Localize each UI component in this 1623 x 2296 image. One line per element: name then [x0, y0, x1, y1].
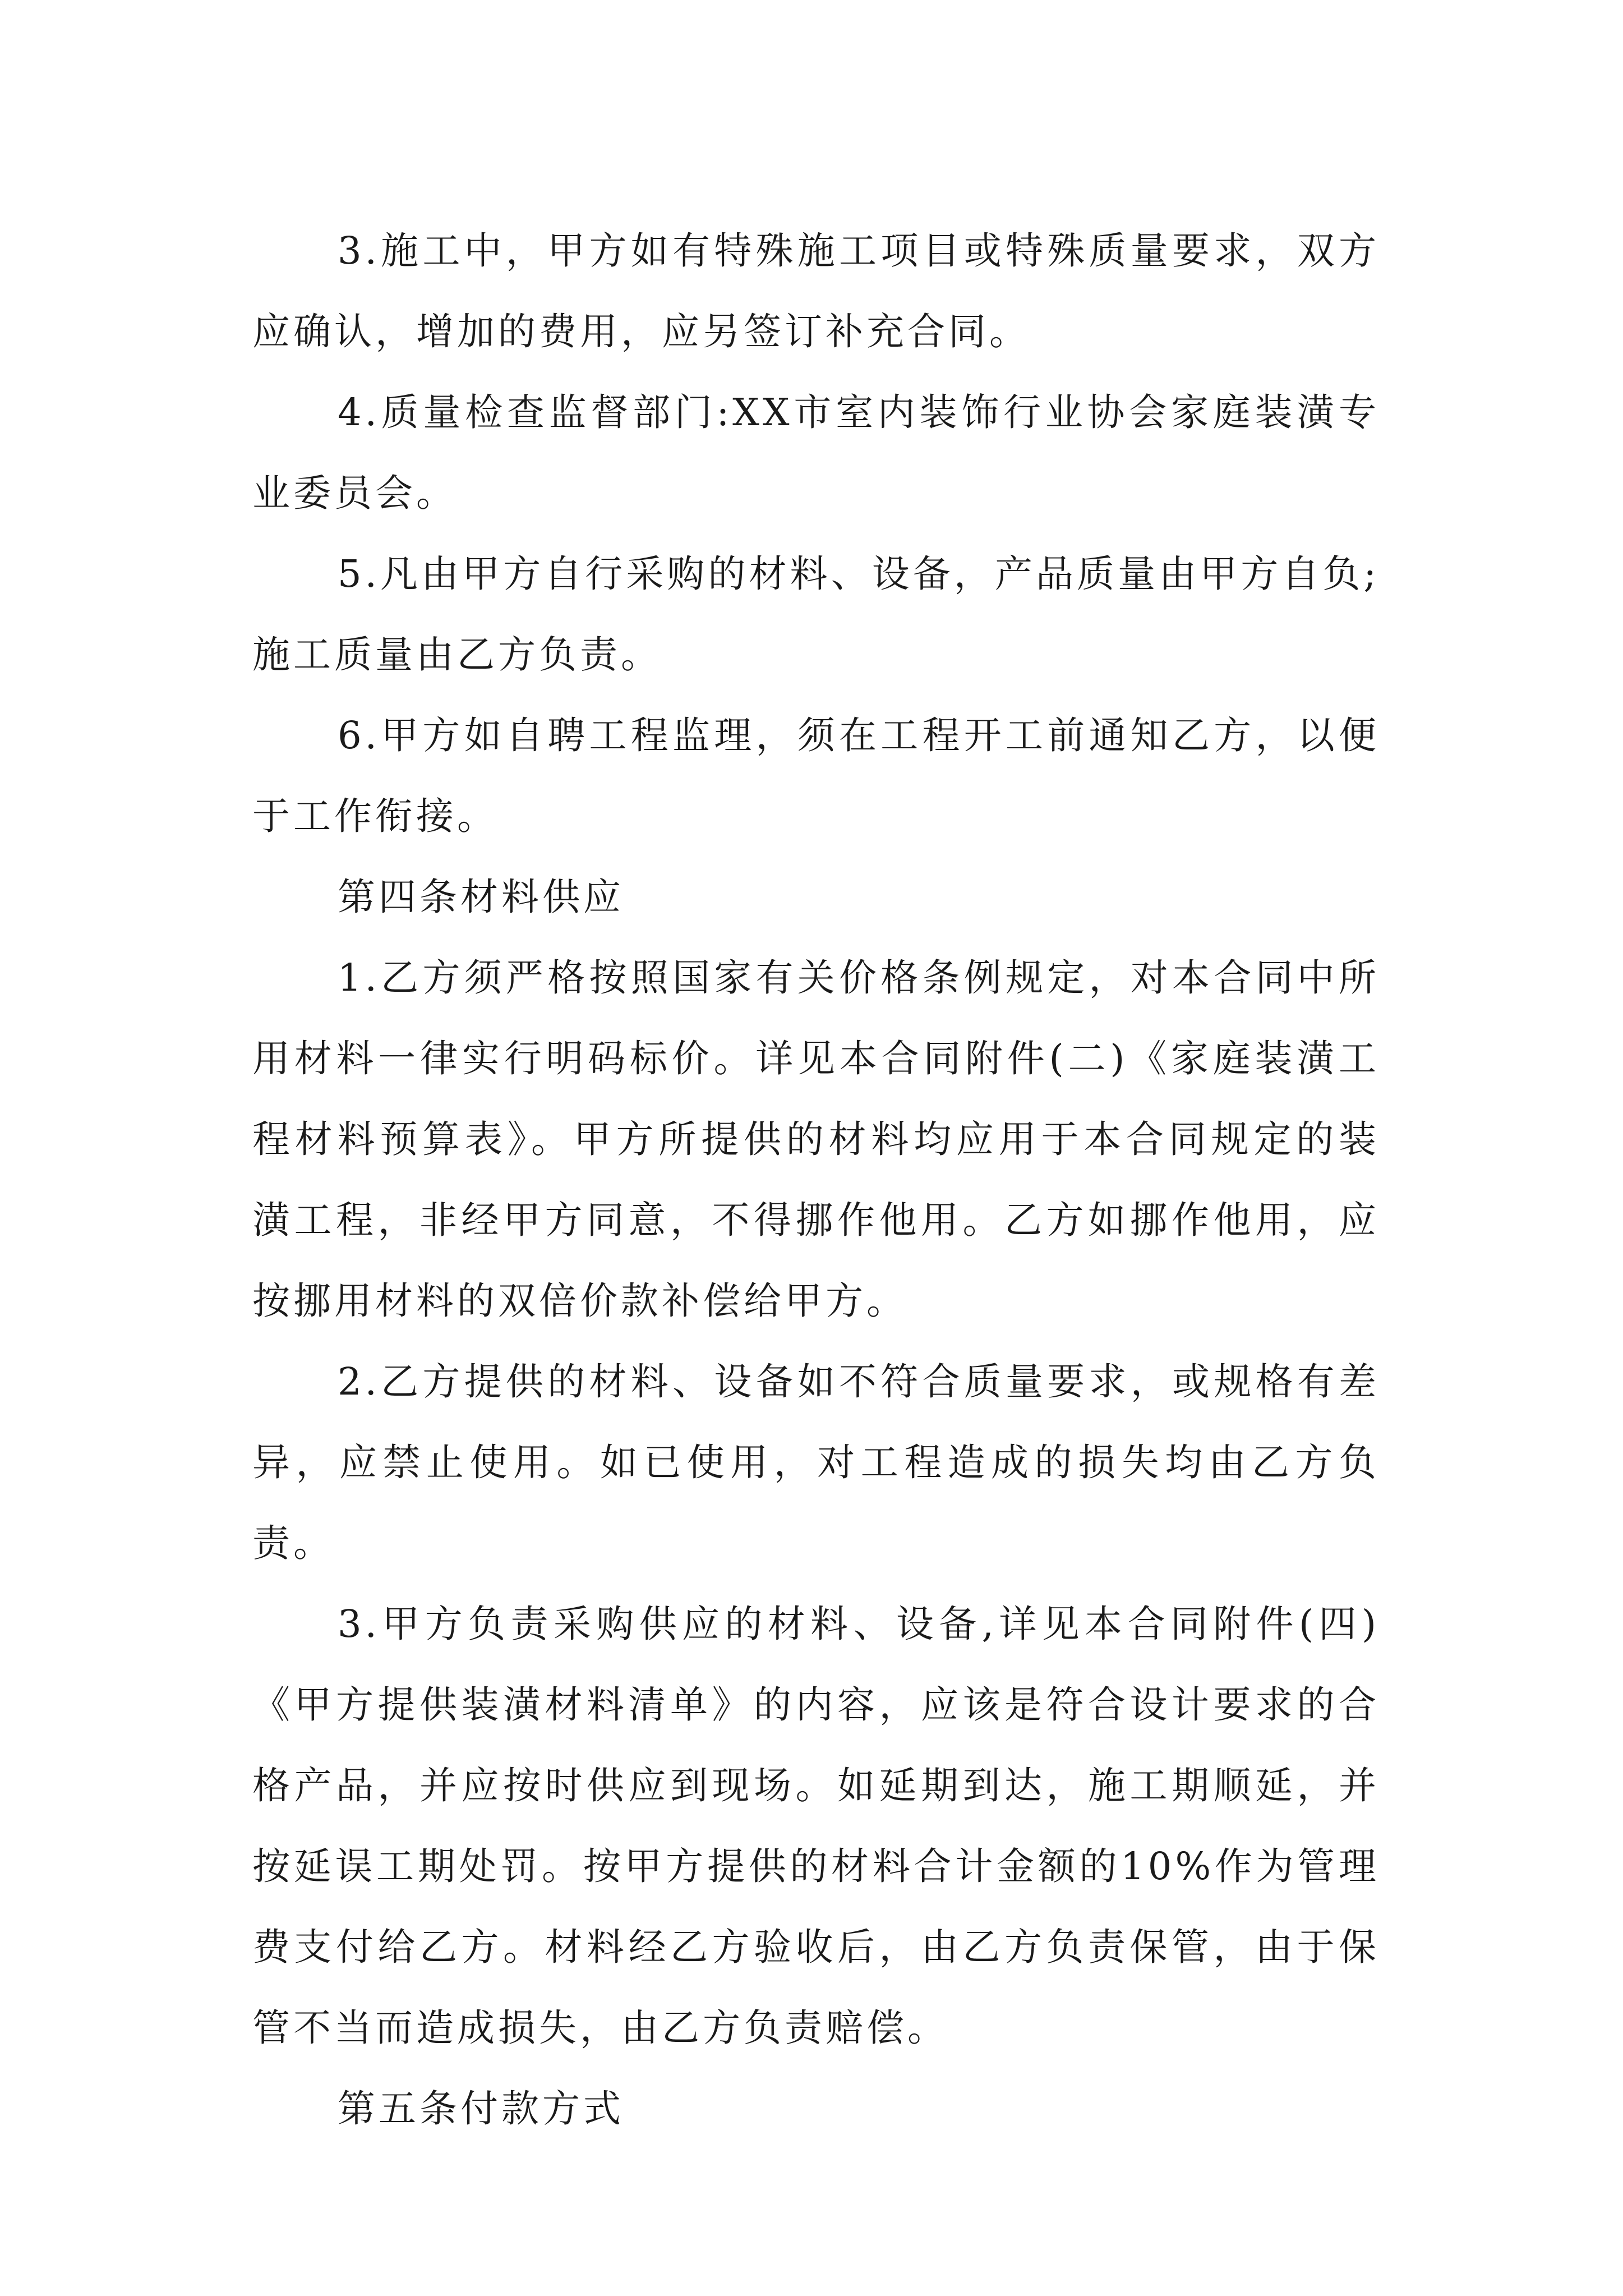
article-5-heading: 第五条付款方式: [338, 2087, 624, 2131]
clause-3-4: 4.质量检查监督部门:XX市室内装饰行业协会家庭装潢专业委员会。: [252, 390, 1380, 515]
clause-3-5: 5.凡由甲方自行采购的材料、设备，产品质量由甲方自负;施工质量由乙方负责。: [252, 552, 1380, 677]
clause-4-2: 2.乙方提供的材料、设备如不符合质量要求，或规格有差异，应禁止使用。如已使用，对工程造成的损失均由乙方负责。: [252, 1360, 1380, 1565]
clause-3-3: 3.施工中，甲方如有特殊施工项目或特殊质量要求，双方应确认，增加的费用，应另签订补充合同。: [252, 229, 1380, 353]
clause-4-1: 1.乙方须严格按照国家有关价格条例规定，对本合同中所用材料一律实行明码标价。详见本合同附件(二)《家庭装潢工程材料预算表》。甲方所提供的材料均应用于本合同规定的装潢工程，非经甲方同意，不得挪作他用。乙方如挪作他用，应按挪用材料的双倍价款补偿给甲方。: [252, 956, 1380, 1323]
article-4-heading: 第四条材料供应: [338, 875, 624, 919]
clause-4-3: 3.甲方负责采购供应的材料、设备,详见本合同附件(四)《甲方提供装潢材料清单》的内容，应该是符合设计要求的合格产品，并应按时供应到现场。如延期到达，施工期顺延，并按延误工期处罚。按甲方提供的材料合计金额的10%作为管理费支付给乙方。材料经乙方验收后，由乙方负责保管，由于保管不当而造成损失，由乙方负责赔偿。: [252, 1602, 1380, 2050]
document-page: [252, 210, 1380, 2149]
clause-3-6: 6.甲方如自聘工程监理，须在工程开工前通知乙方，以便于工作衔接。: [252, 714, 1380, 838]
